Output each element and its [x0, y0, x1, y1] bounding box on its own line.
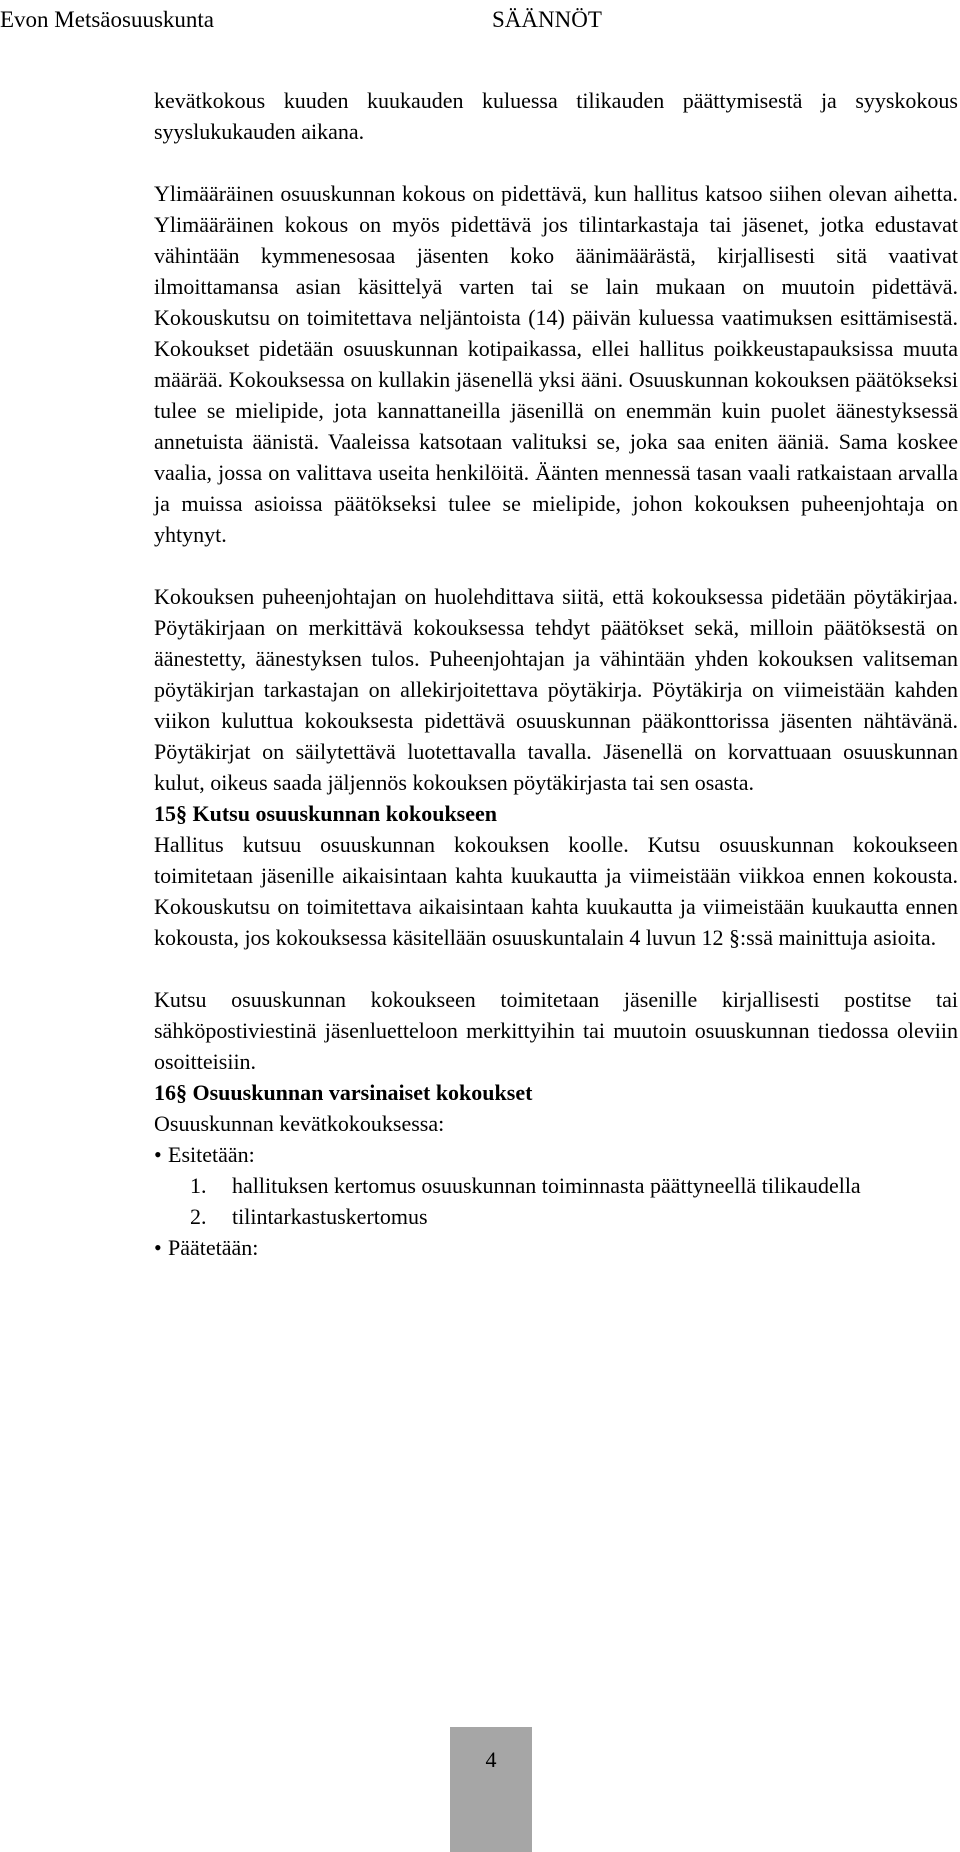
paragraph-meeting-invitation: Hallitus kutsuu osuuskunnan kokouksen koolle. Kutsu osuuskunnan kokoukseen toimitetaan jäsenille aikaisintaan kahta kuukautta ja viimeistään viikkoa ennen kokousta. Kokouskutsu on toimitettava aikaisintaan kahta kuukautta ja viimeistään kuukautta ennen kokousta, jos kokouksessa käsitellään osuuskuntalain 4 luvun 12 §:ssä mainittuja asioita. — [154, 832, 958, 950]
header-organization: Evon Metsäosuuskunta — [0, 7, 215, 32]
list-item-text: tilintarkastuskertomus — [232, 1204, 428, 1229]
document-body — [154, 85, 958, 1263]
list-item — [154, 1201, 958, 1232]
paragraph-invitation-delivery: Kutsu osuuskunnan kokoukseen toimitetaan jäsenille kirjallisesti postitse tai sähköpostiviestinä jäsenluetteloon merkittyihin tai muutoin osuuskunnan tiedossa oleviin osoitteisiin. — [154, 987, 958, 1074]
list-item-text: hallituksen kertomus osuuskunnan toiminnasta päättyneellä tilikaudella — [232, 1173, 861, 1198]
paragraph-minutes: Kokouksen puheenjohtajan on huolehdittava siitä, että kokouksessa pidetään pöytäkirjaa. Pöytäkirjaan on merkittävä kokouksessa tehdyt päätökset sekä, milloin päätöksestä on äänestetty, äänestyksen tulos. Puheenjohtajan ja vähintään yhden kokouksen valitseman pöytäkirjan tarkastajan on allekirjoitettava pöytäkirja. Pöytäkirja on viimeistään kahden viikon kuluttua kokouksesta pidettävä osuuskunnan pääkonttorissa jäsenten nähtävänä. Pöytäkirjat on säilytettävä luotettavalla tavalla. Jäsenellä on korvattuaan osuuskunnan kulut, oikeus saada jäljennös kokouksen pöytäkirjasta tai sen osasta. — [154, 584, 958, 795]
paragraph-spring-meeting-intro: Osuuskunnan kevätkokouksessa: — [154, 1111, 445, 1136]
paragraph-extraordinary-meeting: Ylimääräinen osuuskunnan kokous on pidettävä, kun hallitus katsoo siihen olevan aihetta. Ylimääräinen kokous on myös pidettävä jos tilintarkastaja tai jäsenet, jotka edustavat vähintään kymmenesosaa jäsenten koko äänimäärästä, kirjallisesti sitä vaativat ilmoittamansa asian käsittelyä varten tai se lain mukaan on muutoin pidettävä. Kokouskutsu on toimitettava neljäntoista (14) päivän kuluessa vaatimuksen esittämisestä. Kokoukset pidetään osuuskunnan kotipaikassa, ellei hallitus poikkeustapauksissa muuta määrää. Kokouksessa on kullakin jäsenellä yksi ääni. Osuuskunnan kokouksen päätökseksi tulee se mielipide, jota kannattaneilla jäsenillä on enemmän kuin puolet äänestyksessä annetuista äänistä. Vaaleissa katsotaan valituksi se, joka saa eniten ääniä. Sama koskee vaalia, jossa on valittava useita henkilöitä. Äänten mennessä tasan vaali ratkaistaan arvalla ja muissa asioissa päätökseksi tulee se mielipide, johon kokouksen puheenjohtaja on yhtynyt. — [154, 181, 958, 547]
section-heading-16: 16§ Osuuskunnan varsinaiset kokoukset — [154, 1080, 533, 1105]
bullet-item-presented — [154, 1139, 958, 1170]
list-item-number: 1. — [190, 1173, 207, 1198]
page-number: 4 — [485, 1747, 497, 1772]
list-item — [154, 1170, 958, 1201]
section-heading-15: 15§ Kutsu osuuskunnan kokoukseen — [154, 801, 498, 826]
bullet-icon: • — [154, 1142, 162, 1167]
bullet-label: Esitetään: — [168, 1142, 255, 1167]
presented-items-list — [154, 1170, 958, 1232]
bullet-label: Päätetään: — [168, 1235, 259, 1260]
paragraph-meeting-timing: kevätkokous kuuden kuukauden kuluessa tilikauden päättymisestä ja syyskokous syyslukukauden aikana. — [154, 88, 958, 144]
bullet-icon: • — [154, 1235, 162, 1260]
header-document-title: SÄÄNNÖT — [492, 7, 602, 32]
list-item-number: 2. — [190, 1204, 207, 1229]
bullet-item-decided — [154, 1232, 958, 1263]
page-number-box — [450, 1727, 532, 1852]
